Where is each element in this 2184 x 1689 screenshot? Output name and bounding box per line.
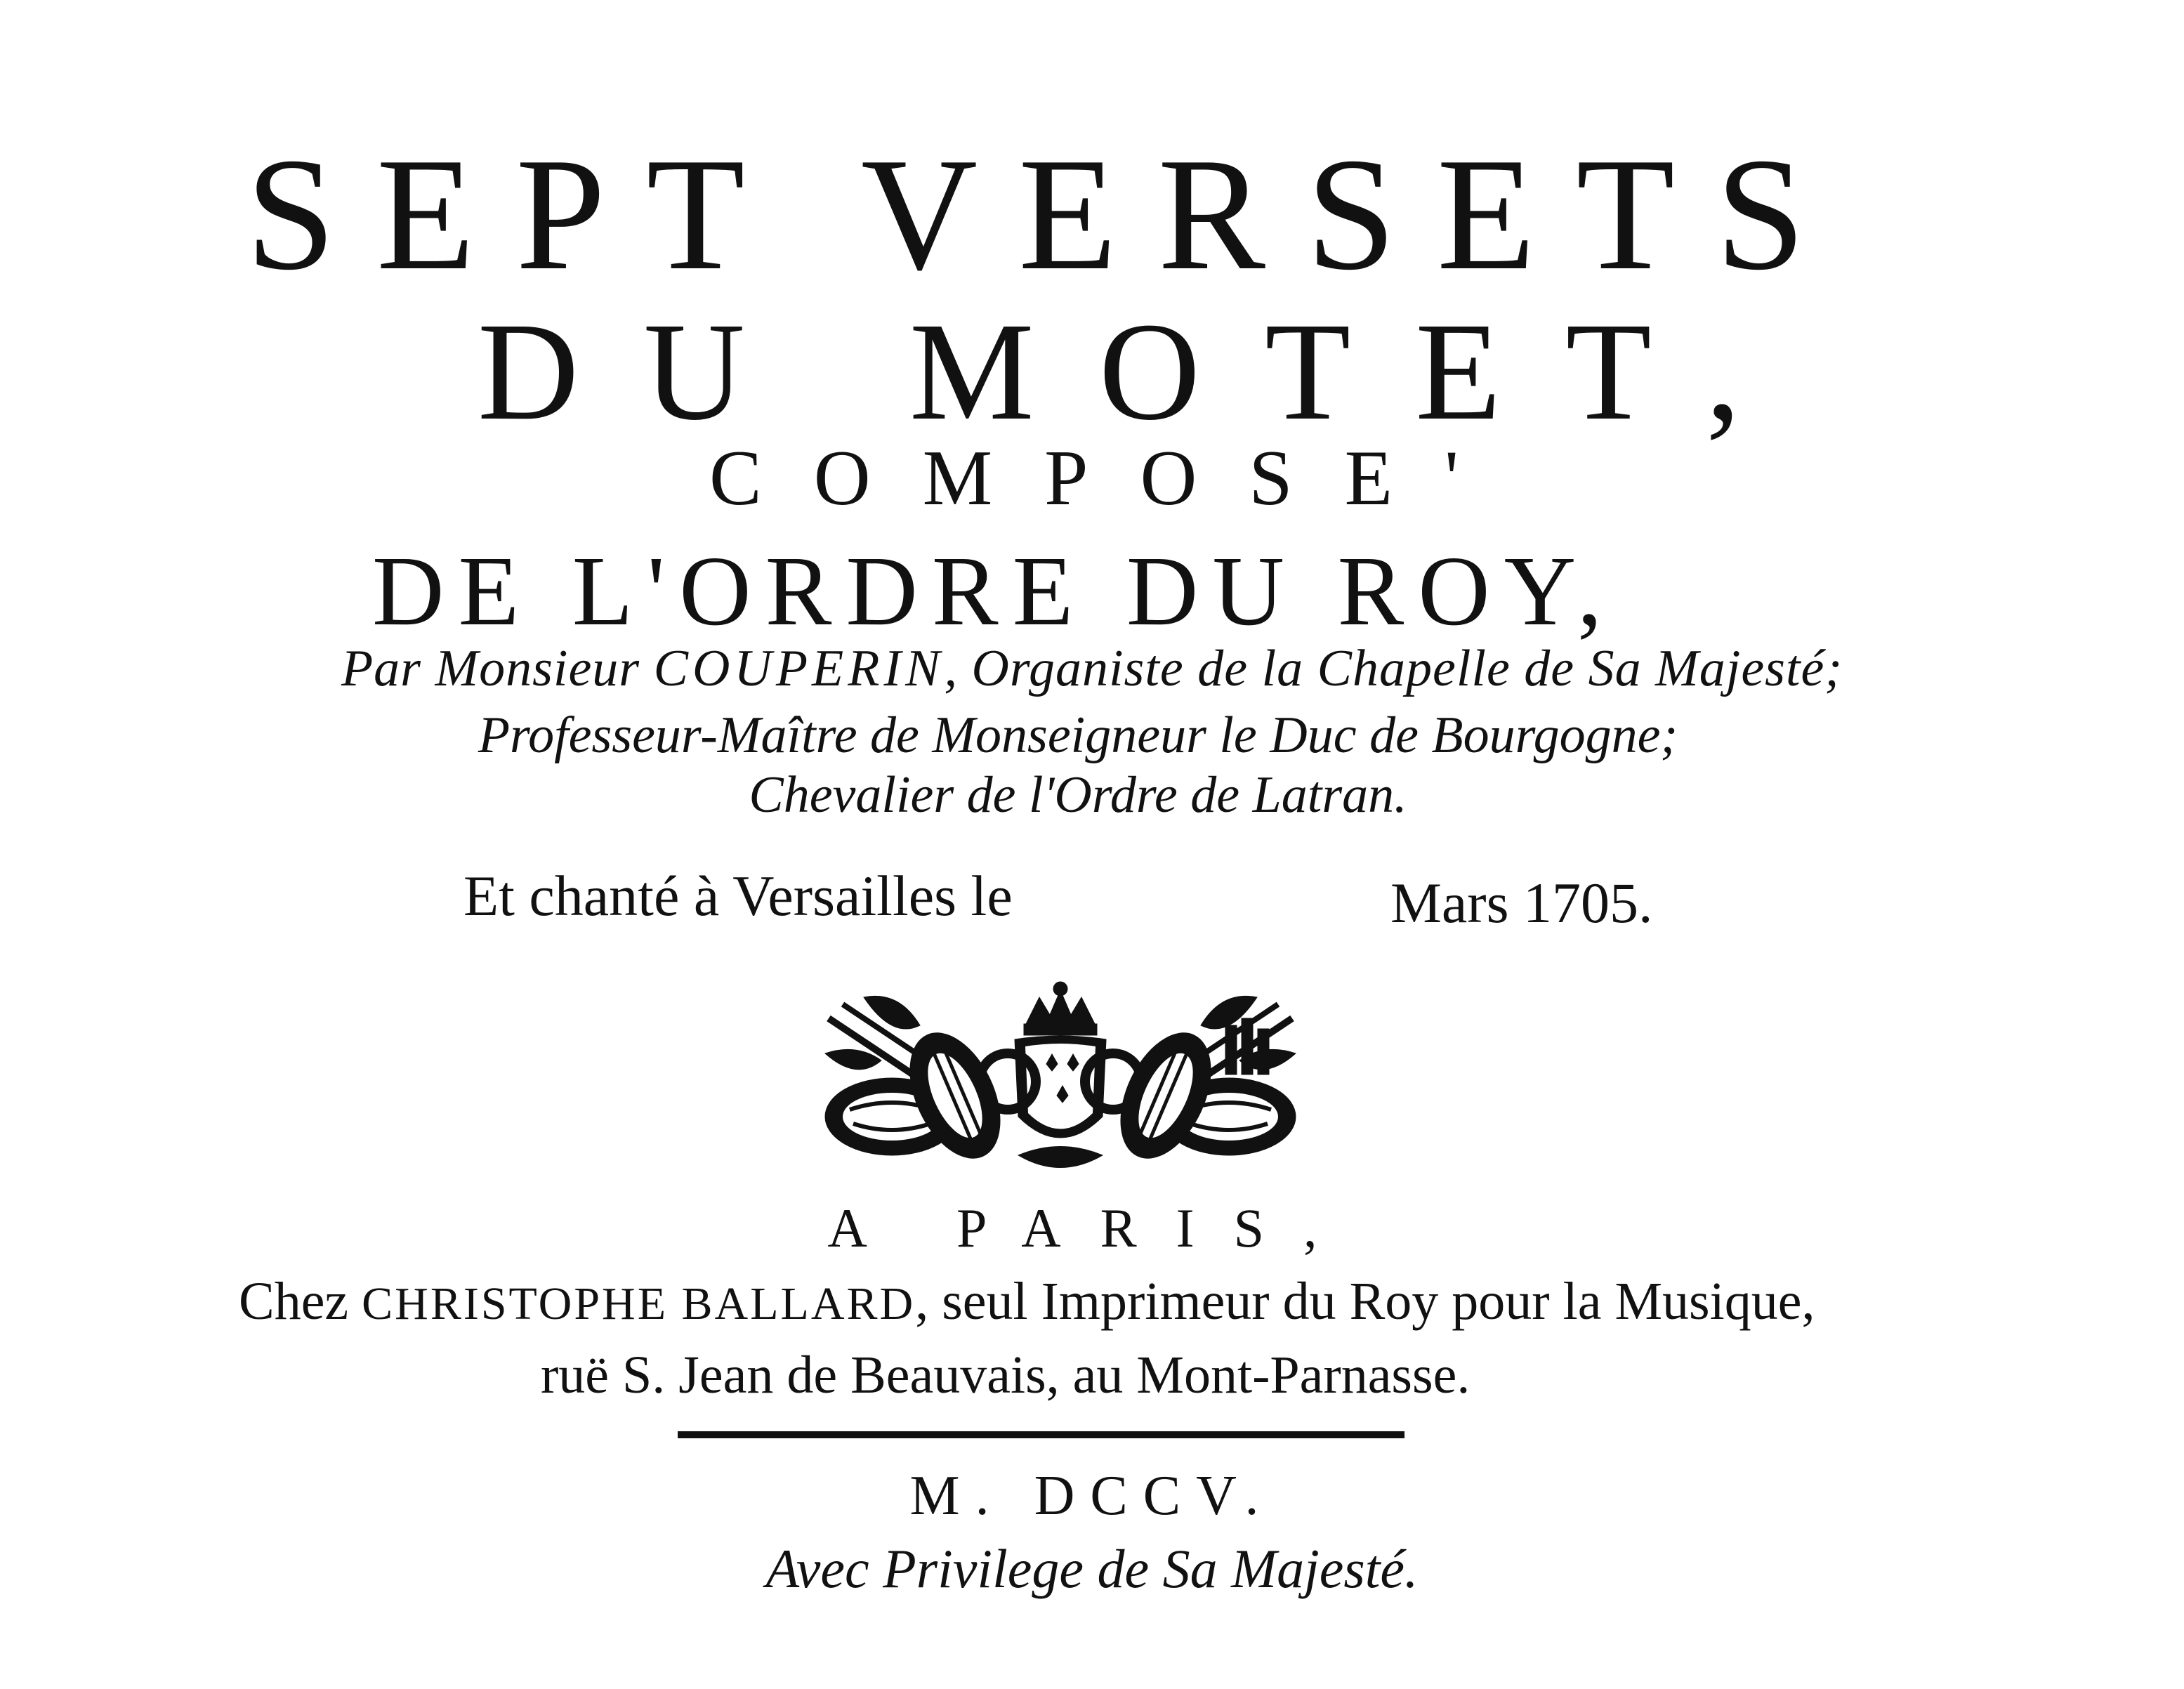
author-line-1 (0, 640, 2184, 697)
imprint-line-2: ruë S. Jean de Beauvais, au Mont-Parnasse. (541, 1346, 1471, 1405)
author-name: COUPERIN (653, 640, 945, 697)
privilege-line: Avec Privilege de Sa Majesté. (765, 1538, 1419, 1599)
imprint-printer-title: , seul Imprimeur du Roy pour la Musique, (915, 1272, 1815, 1331)
author-line-3: Chevalier de l'Ordre de Latran. (749, 766, 1407, 824)
imprint-line-1 (239, 1272, 1815, 1331)
author-prefix: Par Monsieur (341, 640, 654, 697)
imprint-prefix: Chez (239, 1272, 362, 1331)
title-line-2: DU MOTET, (478, 294, 1805, 449)
author-line-2: Professeur-Maître de Monseigneur le Duc de Bourgogne; (478, 707, 1678, 764)
imprint-year: M. DCCV. (909, 1465, 1275, 1527)
title-line-1: SEPT VERSETS (246, 124, 1846, 303)
divider-rule (678, 1431, 1405, 1438)
royal-arms-vignette-icon (815, 976, 1306, 1187)
title-line-4: DE L'ORDRE DU ROY, (372, 535, 1617, 646)
title-line-3: COMPOSE' (709, 435, 1511, 522)
imprint-city: A PARIS, (827, 1197, 1357, 1258)
author-title: , Organiste de la Chapelle de Sa Majesté; (944, 640, 1843, 697)
performance-place: Et chanté à Versailles le (463, 864, 1013, 928)
performance-date: Mars 1705. (1390, 871, 1653, 935)
imprint-printer: CHRISTOPHE BALLARD (362, 1278, 916, 1329)
